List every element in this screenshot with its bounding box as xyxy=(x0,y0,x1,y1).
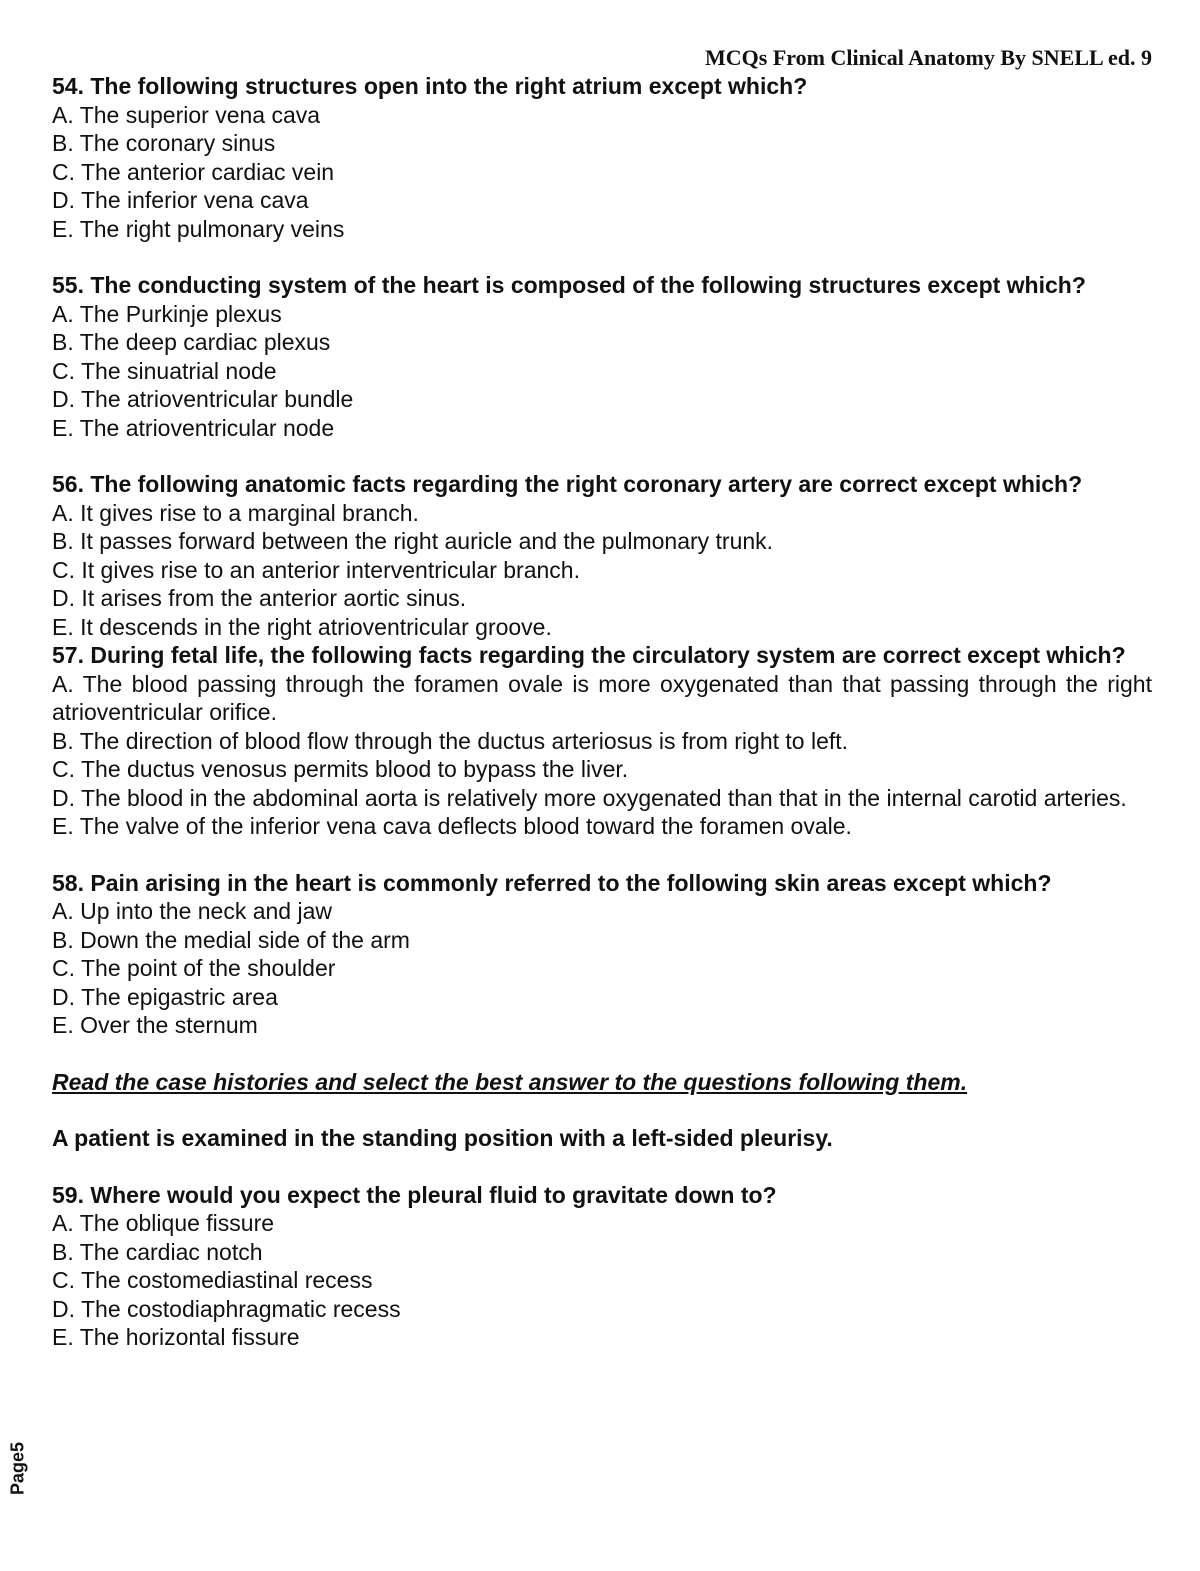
question-stem: 56. The following anatomic facts regarding the right coronary artery are correct except which? xyxy=(52,471,1083,497)
option-e: E. It descends in the right atrioventricular groove. xyxy=(52,613,552,640)
question-stem: 59. Where would you expect the pleural fluid to gravitate down to? xyxy=(52,1181,777,1208)
option-c: C. The costomediastinal recess xyxy=(52,1267,373,1293)
option-d: D. It arises from the anterior aortic sinus. xyxy=(52,585,467,611)
option-a: A. The Purkinje plexus xyxy=(52,300,282,327)
page-header: MCQs From Clinical Anatomy By SNELL ed. 9 xyxy=(705,45,1152,70)
question-57 xyxy=(52,641,1152,841)
option-c: C. The point of the shoulder xyxy=(52,955,336,981)
page-number xyxy=(6,1430,30,1510)
option-a: A. Up into the neck and jaw xyxy=(52,898,332,924)
option-a: A. It gives rise to a marginal branch. xyxy=(52,499,419,526)
option-a: A. The superior vena cava xyxy=(52,101,321,128)
question-stem: 58. Pain arising in the heart is commonly referred to the following skin areas except which? xyxy=(52,869,1052,896)
option-e: E. The horizontal fissure xyxy=(52,1324,300,1350)
option-e: E. The atrioventricular node xyxy=(52,414,335,441)
option-e: E. Over the sternum xyxy=(52,1012,258,1038)
option-d: D. The inferior vena cava xyxy=(52,187,309,213)
option-d: D. The costodiaphragmatic recess xyxy=(52,1295,401,1322)
option-e: E. The valve of the inferior vena cava deflects blood toward the foramen ovale. xyxy=(52,813,852,839)
option-b: B. The deep cardiac plexus xyxy=(52,329,331,355)
option-b: B. The cardiac notch xyxy=(52,1238,263,1265)
question-55 xyxy=(52,271,1152,442)
section-instruction: Read the case histories and select the best answer to the questions following them. xyxy=(52,1068,968,1095)
option-a: A. The oblique fissure xyxy=(52,1210,275,1236)
option-c: C. It gives rise to an anterior interventricular branch. xyxy=(52,556,580,583)
question-stem: 54. The following structures open into the right atrium except which? xyxy=(52,73,808,99)
question-59 xyxy=(52,1181,1152,1352)
document-page xyxy=(52,40,1152,1352)
question-56 xyxy=(52,470,1152,641)
option-c: C. The sinuatrial node xyxy=(52,357,277,384)
question-stem: 55. The conducting system of the heart is composed of the following structures except which? xyxy=(52,272,1086,298)
option-a: A. The blood passing through the foramen ovale is more oxygenated than that passing through the right atrioventricular orifice. xyxy=(52,670,1152,725)
option-b: B. The direction of blood flow through the ductus arteriosus is from right to left. xyxy=(52,727,849,754)
page-number-label: Page5 xyxy=(7,1441,28,1496)
option-b: B. The coronary sinus xyxy=(52,130,276,156)
option-e: E. The right pulmonary veins xyxy=(52,215,345,242)
question-54 xyxy=(52,72,1152,243)
question-stem: 57. During fetal life, the following facts regarding the circulatory system are correct except which? xyxy=(52,642,1126,668)
option-b: B. It passes forward between the right auricle and the pulmonary trunk. xyxy=(52,528,774,554)
case-history: A patient is examined in the standing position with a left-sided pleurisy. xyxy=(52,1125,833,1151)
option-d: D. The epigastric area xyxy=(52,983,278,1010)
option-c: C. The ductus venosus permits blood to bypass the liver. xyxy=(52,756,629,782)
option-d: D. The atrioventricular bundle xyxy=(52,386,354,412)
option-d: D. The blood in the abdominal aorta is relatively more oxygenated than that in the internal carotid arteries. xyxy=(52,784,1127,811)
option-b: B. Down the medial side of the arm xyxy=(52,926,410,953)
option-c: C. The anterior cardiac vein xyxy=(52,158,335,185)
question-58 xyxy=(52,869,1152,1040)
